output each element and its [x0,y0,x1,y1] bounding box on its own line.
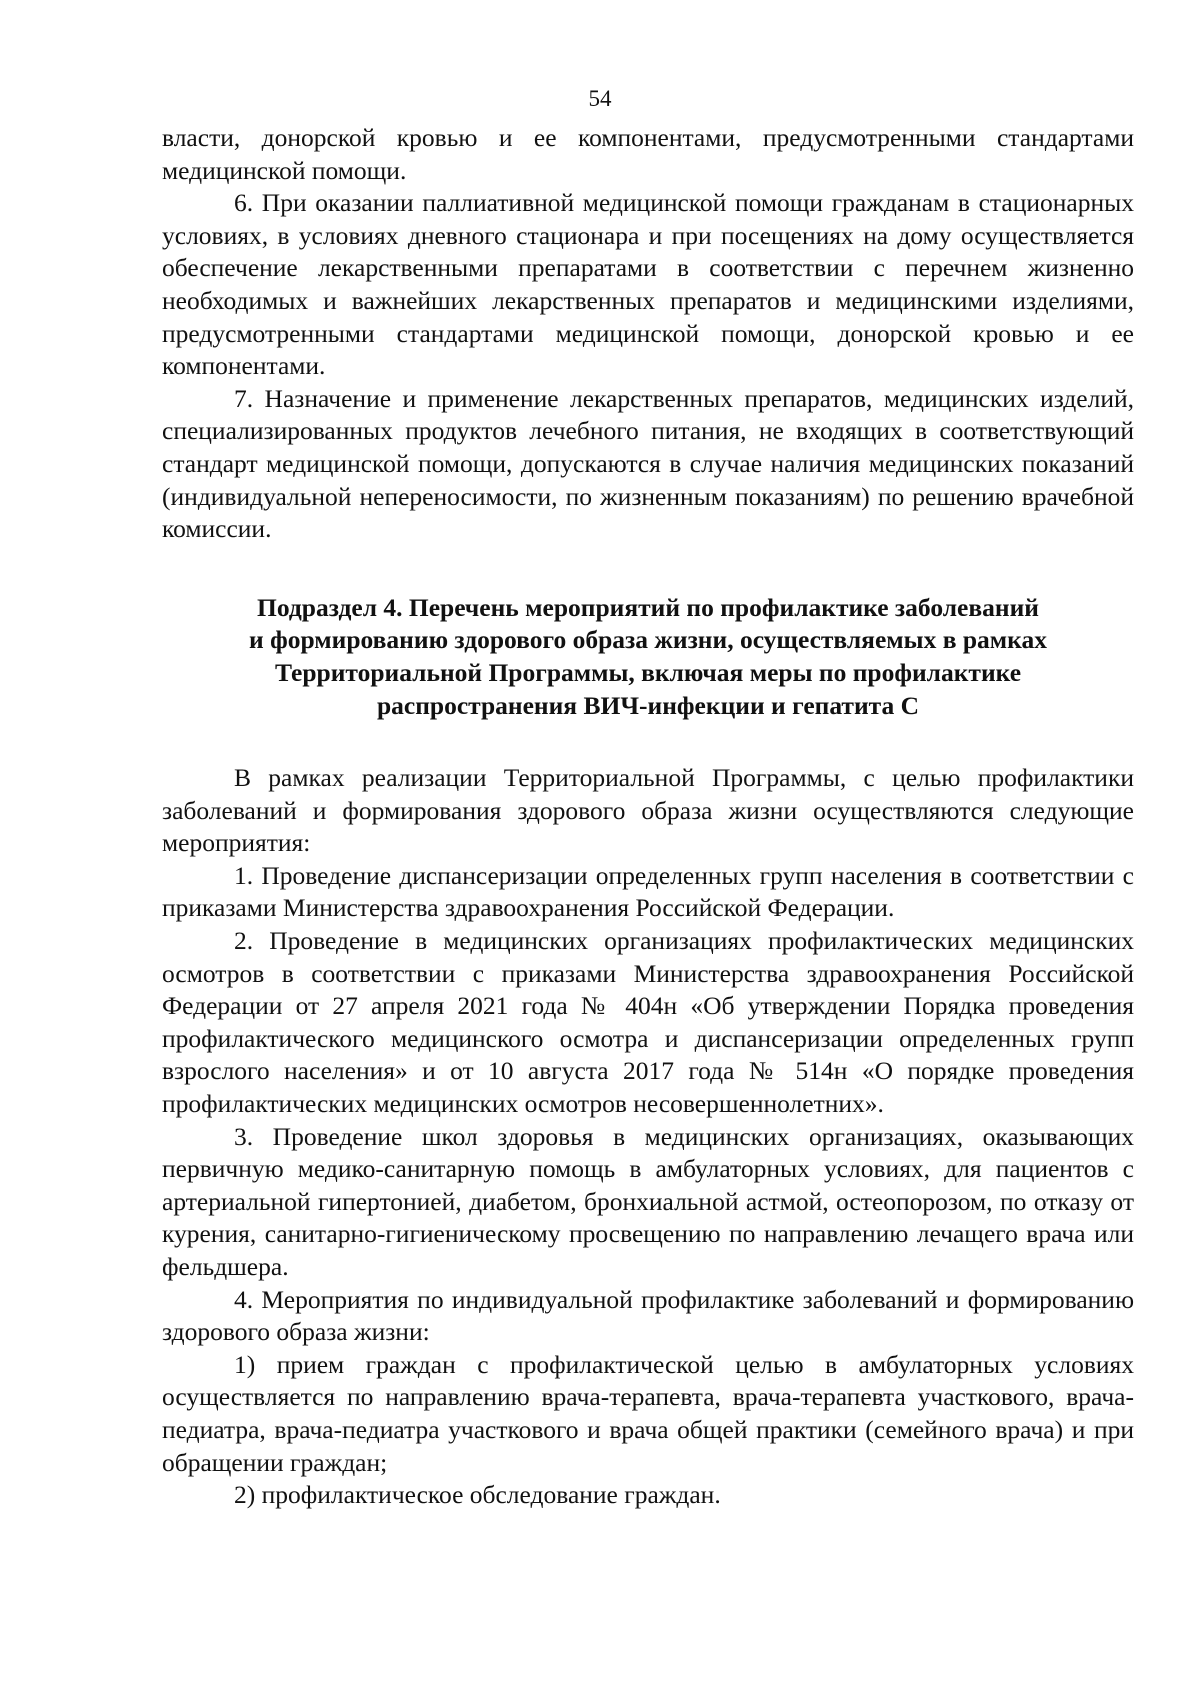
paragraph-item-6: 6. При оказании паллиативной медицинской помощи гражданам в стационарных условиях, в условиях дневного стационара и при посещениях на дому осуществляется обеспечение лекарственными препаратами в соответствии с перечнем жизненно необходимых и важнейших лекарственных препаратов и медицинскими изделиями, предусмотренными стандартами медицинской помощи, донорской кровью и ее компонентами. [162,188,1134,381]
section-heading-line: распространения ВИЧ-инфекции и гепатита С [376,690,920,720]
list-item-1: 1. Проведение диспансеризации определенных групп населения в соответствии с приказами Министерства здравоохранения Российской Федерации. [162,860,1134,923]
section-heading-line: и формированию здорового образа жизни, осуществляемых в рамках [249,625,1047,655]
list-item-3: 3. Проведение школ здоровья в медицинских организациях, оказывающих первичную медико-санитарную помощь в амбулаторных условиях, для пациентов с артериальной гипертонией, диабетом, бронхиальной астмой, остеопорозом, по отказу от курения, санитарно-гигиеническому просвещению по направлению лечащего врача или фельдшера. [162,1121,1134,1281]
section-heading [162,592,1134,722]
paragraph-continuation: власти, донорской кровью и ее компонентами, предусмотренными стандартами медицинской помощи. [162,123,1134,185]
section-heading-line: Подраздел 4. Перечень мероприятий по профилактике заболеваний [257,592,1039,622]
section-heading-line: Территориальной Программы, включая меры по профилактике [274,657,1022,687]
list-item-4: 4. Мероприятия по индивидуальной профилактике заболеваний и формированию здорового образа жизни: [162,1284,1134,1347]
list-item-2: 2. Проведение в медицинских организациях профилактических медицинских осмотров в соответствии с приказами Министерства здравоохранения Российской Федерации от 27 апреля 2021 года № 404н «Об утверждении Порядка проведения профилактического медицинского осмотра и диспансеризации определенных групп взрослого населения» и от 10 августа 2017 года № 514н «О порядке проведения профилактических медицинских осмотров несовершеннолетних». [162,926,1134,1119]
paragraph-intro: В рамках реализации Территориальной Программы, с целью профилактики заболеваний и формирования здорового образа жизни осуществляются следующие мероприятия: [162,763,1134,858]
page-number: 54 [588,86,612,111]
document-body [162,122,1134,1512]
sub-item-1: 1) прием граждан с профилактической целью в амбулаторных условиях осуществляется по направлению врача-терапевта, врача-терапевта участкового, врача-педиатра, врача-педиатра участкового и врача общей практики (семейного врача) и при обращении граждан; [162,1349,1134,1477]
sub-item-2: 2) профилактическое обследование граждан. [234,1480,721,1510]
paragraph-item-7: 7. Назначение и применение лекарственных препаратов, медицинских изделий, специализированных продуктов лечебного питания, не входящих в соответствующий стандарт медицинской помощи, допускаются в случае наличия медицинских показаний (индивидуальной непереносимости, по жизненным показаниям) по решению врачебной комиссии. [162,383,1134,544]
